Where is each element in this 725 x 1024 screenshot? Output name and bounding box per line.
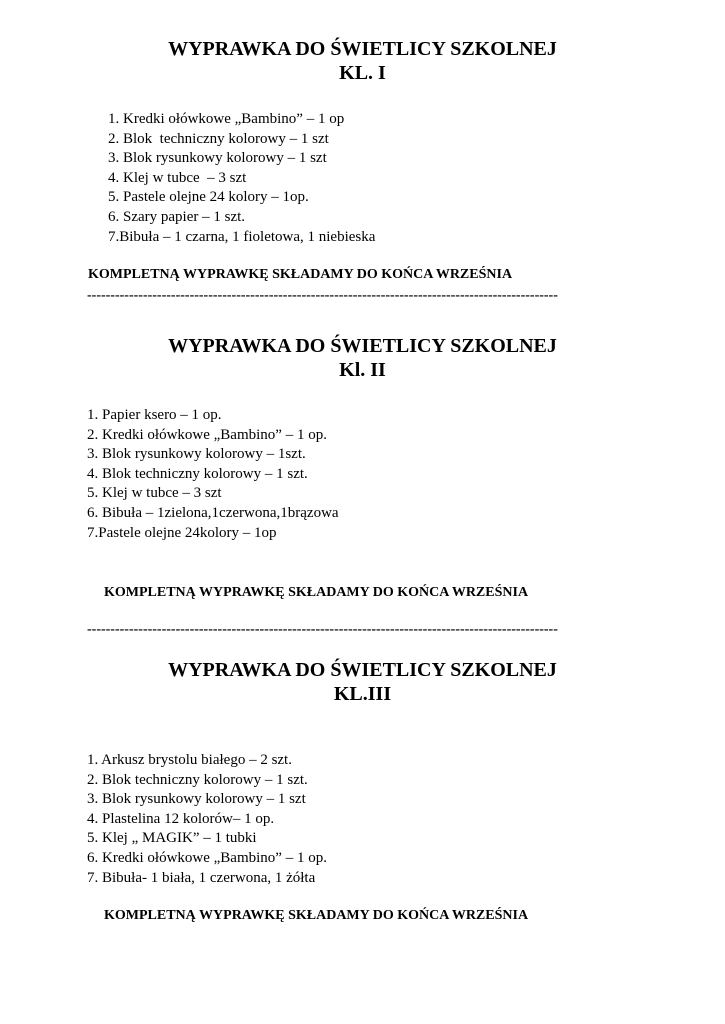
list-item: 5. Pastele olejne 24 kolory – 1op.	[108, 189, 309, 206]
section2-item-list	[87, 406, 339, 543]
list-item: 6. Bibuła – 1zielona,1czerwona,1brązowa	[87, 504, 339, 521]
list-item: 4. Plastelina 12 kolorów– 1 op.	[87, 810, 275, 827]
separator-line: -----------------------------------------------------------------------------------------------------	[87, 288, 558, 303]
list-item: 6. Kredki ołówkowe „Bambino” – 1 op.	[87, 849, 327, 866]
section1-title: WYPRAWKA DO ŚWIETLICY SZKOLNEJ	[168, 38, 557, 60]
list-item: 4. Blok techniczny kolorowy – 1 szt.	[87, 465, 308, 482]
list-item: 2. Blok techniczny kolorowy – 1 szt	[108, 130, 329, 147]
list-item: 1. Arkusz brystolu białego – 2 szt.	[87, 752, 292, 768]
list-item: 2. Kredki ołówkowe „Bambino” – 1 op.	[87, 426, 327, 443]
list-item: 7. Bibuła- 1 biała, 1 czerwona, 1 żółta	[87, 869, 316, 886]
section3-title: WYPRAWKA DO ŚWIETLICY SZKOLNEJ	[168, 659, 557, 681]
list-item: 1. Papier ksero – 1 op.	[87, 407, 222, 423]
section3-class-label: KL.III	[333, 683, 392, 705]
list-item: 5. Klej w tubce – 3 szt	[87, 485, 222, 502]
list-item: 7.Pastele olejne 24kolory – 1op	[87, 524, 277, 541]
list-item: 7.Bibuła – 1 czarna, 1 fioletowa, 1 niebieska	[108, 228, 376, 245]
list-item: 5. Klej „ MAGIK” – 1 tubki	[87, 830, 257, 847]
list-item: 4. Klej w tubce – 3 szt	[108, 169, 247, 186]
list-item: 6. Szary papier – 1 szt.	[108, 208, 246, 225]
section1-class-label: KL. I	[339, 62, 386, 84]
section1-item-list	[108, 110, 375, 247]
section2-notice: KOMPLETNĄ WYPRAWKĘ SKŁADAMY DO KOŃCA WRZEŚNIA	[104, 585, 529, 600]
list-item: 3. Blok rysunkowy kolorowy – 1szt.	[87, 446, 306, 463]
list-item: 3. Blok rysunkowy kolorowy – 1 szt	[87, 791, 306, 808]
section1-notice: KOMPLETNĄ WYPRAWKĘ SKŁADAMY DO KOŃCA WRZEŚNIA	[88, 267, 513, 282]
separator-line: -----------------------------------------------------------------------------------------------------	[87, 622, 558, 637]
list-item: 1. Kredki ołówkowe „Bambino” – 1 op	[108, 111, 345, 127]
section2-class-label: Kl. II	[339, 359, 386, 381]
section2-title: WYPRAWKA DO ŚWIETLICY SZKOLNEJ	[168, 335, 557, 357]
section3-notice: KOMPLETNĄ WYPRAWKĘ SKŁADAMY DO KOŃCA WRZEŚNIA	[104, 908, 529, 923]
section3-item-list	[87, 751, 327, 888]
list-item: 2. Blok techniczny kolorowy – 1 szt.	[87, 771, 308, 788]
list-item: 3. Blok rysunkowy kolorowy – 1 szt	[108, 150, 327, 167]
